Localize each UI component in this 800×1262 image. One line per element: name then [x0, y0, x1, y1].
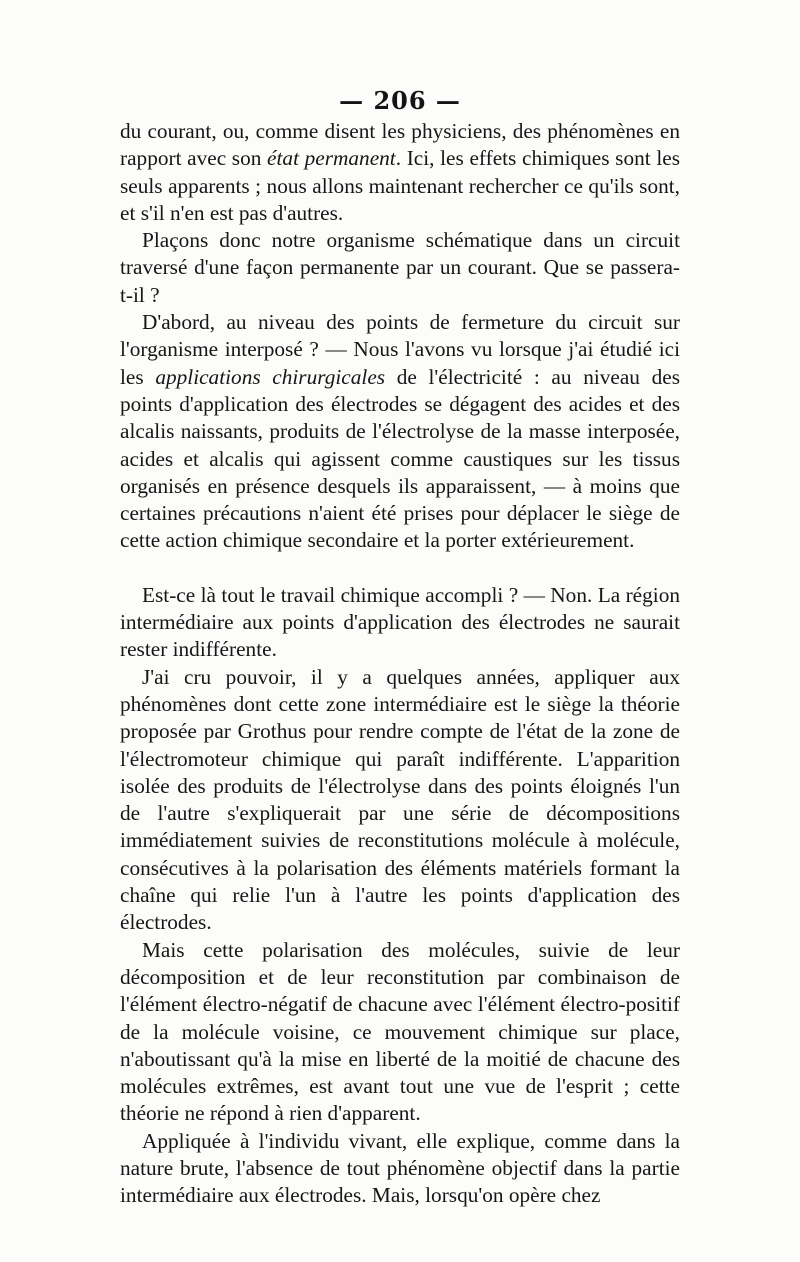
paragraph — [120, 227, 680, 309]
italic-text: état permanent — [267, 146, 396, 171]
text-run: Est-ce là tout le travail chimique accompli ? — Non. La région intermédiaire aux points d'application des électrodes ne saurait rester indifférente. — [120, 582, 680, 662]
text-run: du courant, ou, comme disent les physiciens, des phénomènes en rapport avec son — [120, 119, 680, 171]
italic-text: applications chirurgicales — [155, 364, 386, 389]
text-run: Plaçons donc notre organisme schématique dans un circuit traversé d'une façon permanente par un courant. Que se passera-t-il ? — [120, 228, 680, 307]
paragraph — [120, 309, 680, 555]
paragraph — [120, 1128, 680, 1210]
paragraph — [120, 937, 680, 1128]
text-run: Appliquée à l'individu vivant, elle explique, comme dans la nature brute, l'absence de tout phénomène objectif dans la partie intermédiaire aux électrodes. Mais, lorsqu'on opère chez — [120, 1128, 680, 1208]
text-run: J'ai cru pouvoir, il y a quelques années, appliquer aux phénomènes dont cette zone intermédiaire est le siège la théorie proposée par Grothus pour rendre compte de l'état de la zone de l'électromoteur chimique qui paraît indifférente. L'apparition isolée des produits de l'électrolyse dans des points éloignés l'un de l'autre s'expliquerait par une série de décompositions immédiatement suivies de reconstitutions molécule à molécule, consécutives à la polarisation des éléments matériels formant la chaîne qui relie l'un à l'autre les points d'application des électrodes. — [120, 664, 680, 935]
page-number: — 206 — — [339, 86, 461, 115]
body-text — [120, 118, 680, 1210]
paragraph — [120, 664, 680, 937]
paragraph — [120, 582, 680, 664]
text-run: Mais cette polarisation des molécules, suivie de leur décomposition et de leur reconstitution par combinaison de l'élément électro-négatif de chacune avec l'élément électro-positif de la molécule voisine, ce mouvement chimique sur place, n'aboutissant qu'à la mise en liberté de la moitié de chacune des molécules extrêmes, est avant tout une vue de l'esprit ; cette théorie ne répond à rien d'apparent. — [120, 937, 680, 1126]
text-run: D'abord, au niveau des points de fermeture du circuit sur l'organisme interposé ? — Nous l'avons vu lorsque j'ai étudié ici les — [120, 310, 680, 389]
text-run: . Ici, les effets chimiques sont les seuls apparents ; nous allons maintenant rechercher ce qu'ils sont, et s'il n'en est pas d'autres. — [120, 146, 680, 225]
text-run: de l'électricité : au niveau des points d'application des électrodes se dégagent des acides et des alcalis naissants, produits de l'électrolyse de la masse interposée, acides et alcalis qui agissent comme caustiques sur les tissus organisés en présence desquels ils apparaissent, — à moins que certaines précautions n'aient été prises pour déplacer le siège de cette action chimique secondaire et la porter extérieurement. — [120, 364, 681, 553]
paragraph — [120, 118, 680, 227]
